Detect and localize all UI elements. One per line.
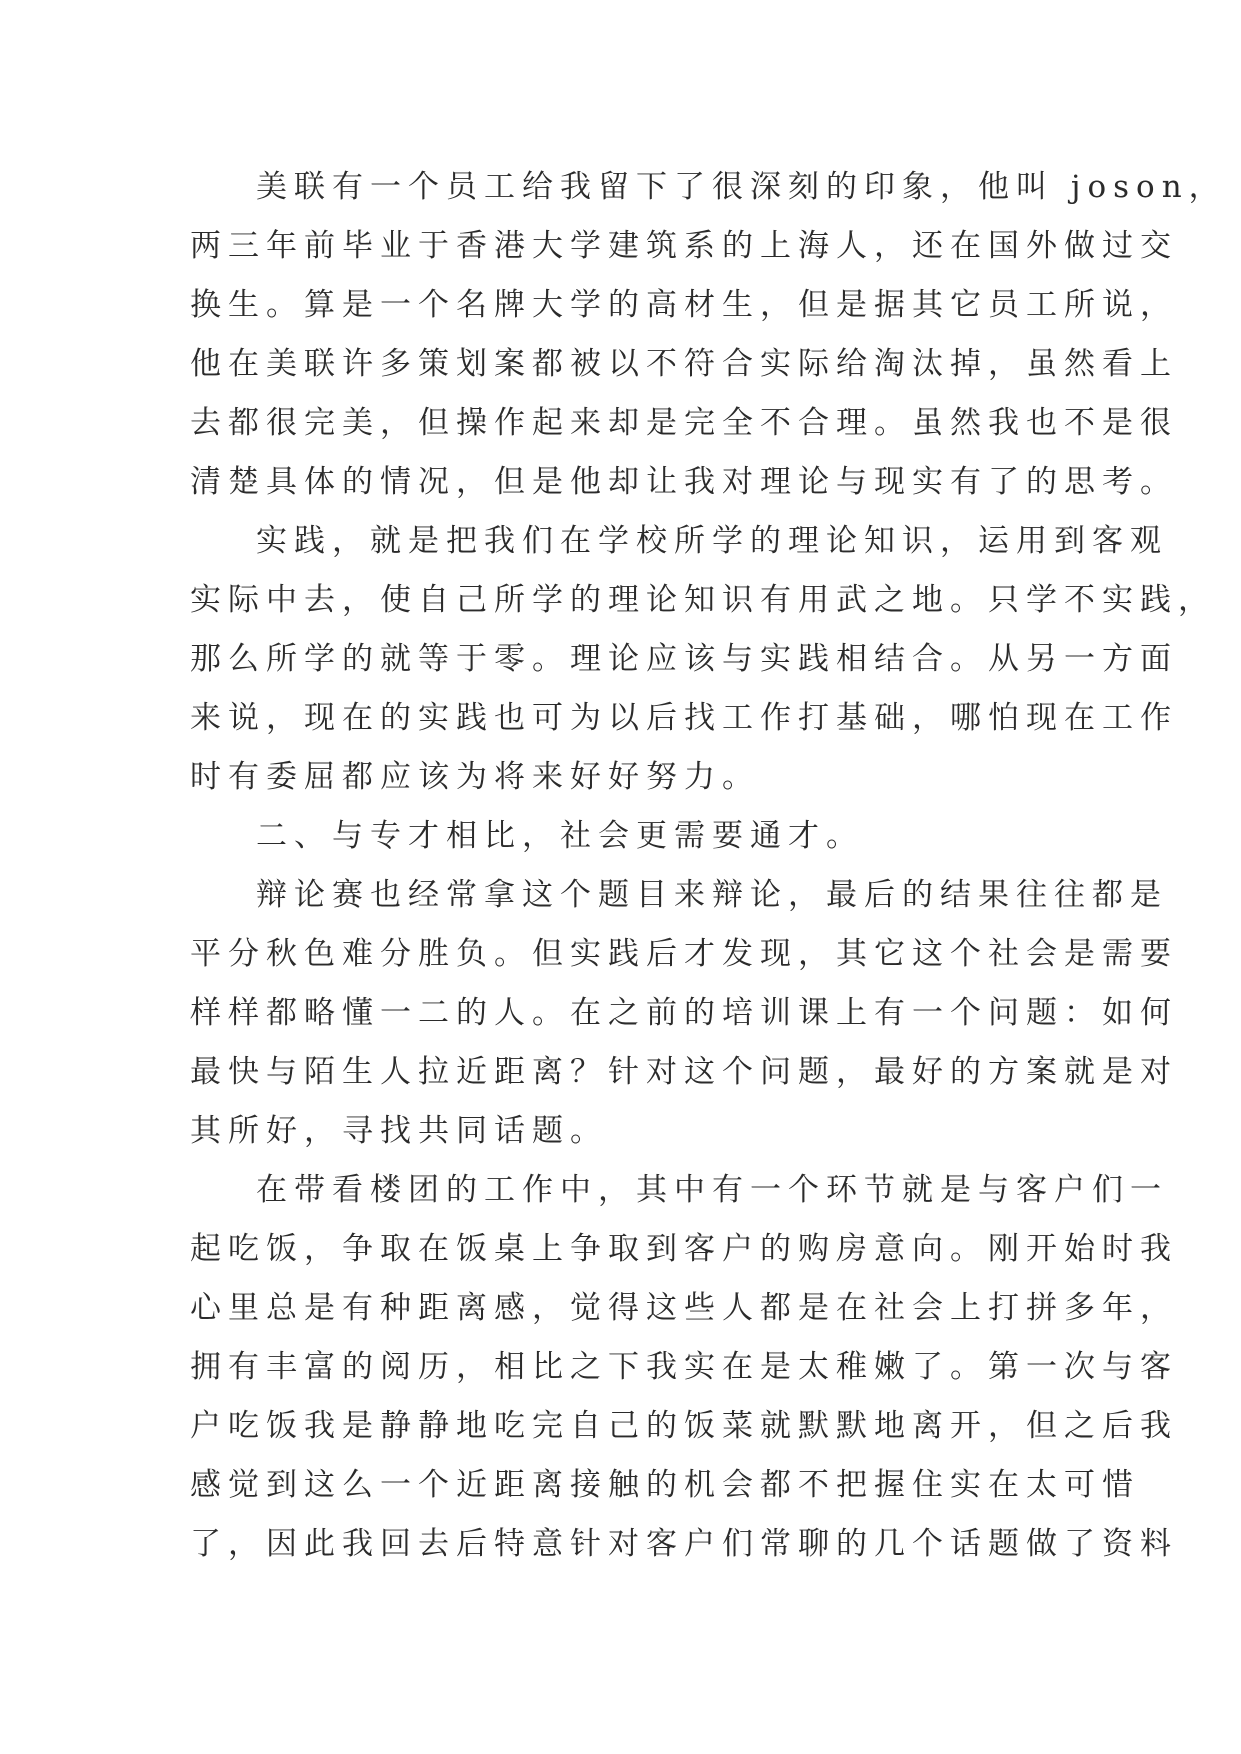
text-line: 起吃饭，争取在饭桌上争取到客户的购房意向。刚开始时我 (190, 1231, 1178, 1267)
text-line: 两三年前毕业于香港大学建筑系的上海人，还在国外做过交 (190, 228, 1178, 264)
section-heading: 二、与专才相比，社会更需要通才。 (256, 818, 864, 854)
text-line: 实际中去，使自己所学的理论知识有用武之地。只学不实践， (190, 582, 1216, 618)
document-body (190, 158, 1227, 1574)
text-line: 他在美联许多策划案都被以不符合实际给淘汰掉，虽然看上 (190, 346, 1178, 382)
text-line: 感觉到这么一个近距离接触的机会都不把握住实在太可惜 (190, 1467, 1140, 1503)
text-line: 最快与陌生人拉近距离？针对这个问题，最好的方案就是对 (190, 1054, 1178, 1090)
text-line: 清楚具体的情况，但是他却让我对理论与现实有了的思考。 (190, 464, 1178, 500)
text-line: 辩论赛也经常拿这个题目来辩论，最后的结果往往都是 (256, 877, 1168, 913)
text-line: 拥有丰富的阅历，相比之下我实在是太稚嫩了。第一次与客 (190, 1349, 1178, 1385)
text-line: 户吃饭我是静静地吃完自己的饭菜就默默地离开，但之后我 (190, 1408, 1178, 1444)
text-line: 美联有一个员工给我留下了很深刻的印象，他叫 joson， (256, 169, 1227, 205)
text-line: 去都很完美，但操作起来却是完全不合理。虽然我也不是很 (190, 405, 1178, 441)
text-line: 实践，就是把我们在学校所学的理论知识，运用到客观 (256, 523, 1168, 559)
text-line: 来说，现在的实践也可为以后找工作打基础，哪怕现在工作 (190, 700, 1178, 736)
text-line: 了，因此我回去后特意针对客户们常聊的几个话题做了资料 (190, 1526, 1178, 1562)
text-line: 心里总是有种距离感，觉得这些人都是在社会上打拼多年， (190, 1290, 1178, 1326)
text-line: 在带看楼团的工作中，其中有一个环节就是与客户们一 (256, 1172, 1168, 1208)
text-line: 时有委屈都应该为将来好好努力。 (190, 759, 760, 795)
text-line: 样样都略懂一二的人。在之前的培训课上有一个问题：如何 (190, 995, 1178, 1031)
text-line: 其所好，寻找共同话题。 (190, 1113, 608, 1149)
text-line: 换生。算是一个名牌大学的高材生，但是据其它员工所说， (190, 287, 1178, 323)
text-line: 那么所学的就等于零。理论应该与实践相结合。从另一方面 (190, 641, 1178, 677)
text-line: 平分秋色难分胜负。但实践后才发现，其它这个社会是需要 (190, 936, 1178, 972)
